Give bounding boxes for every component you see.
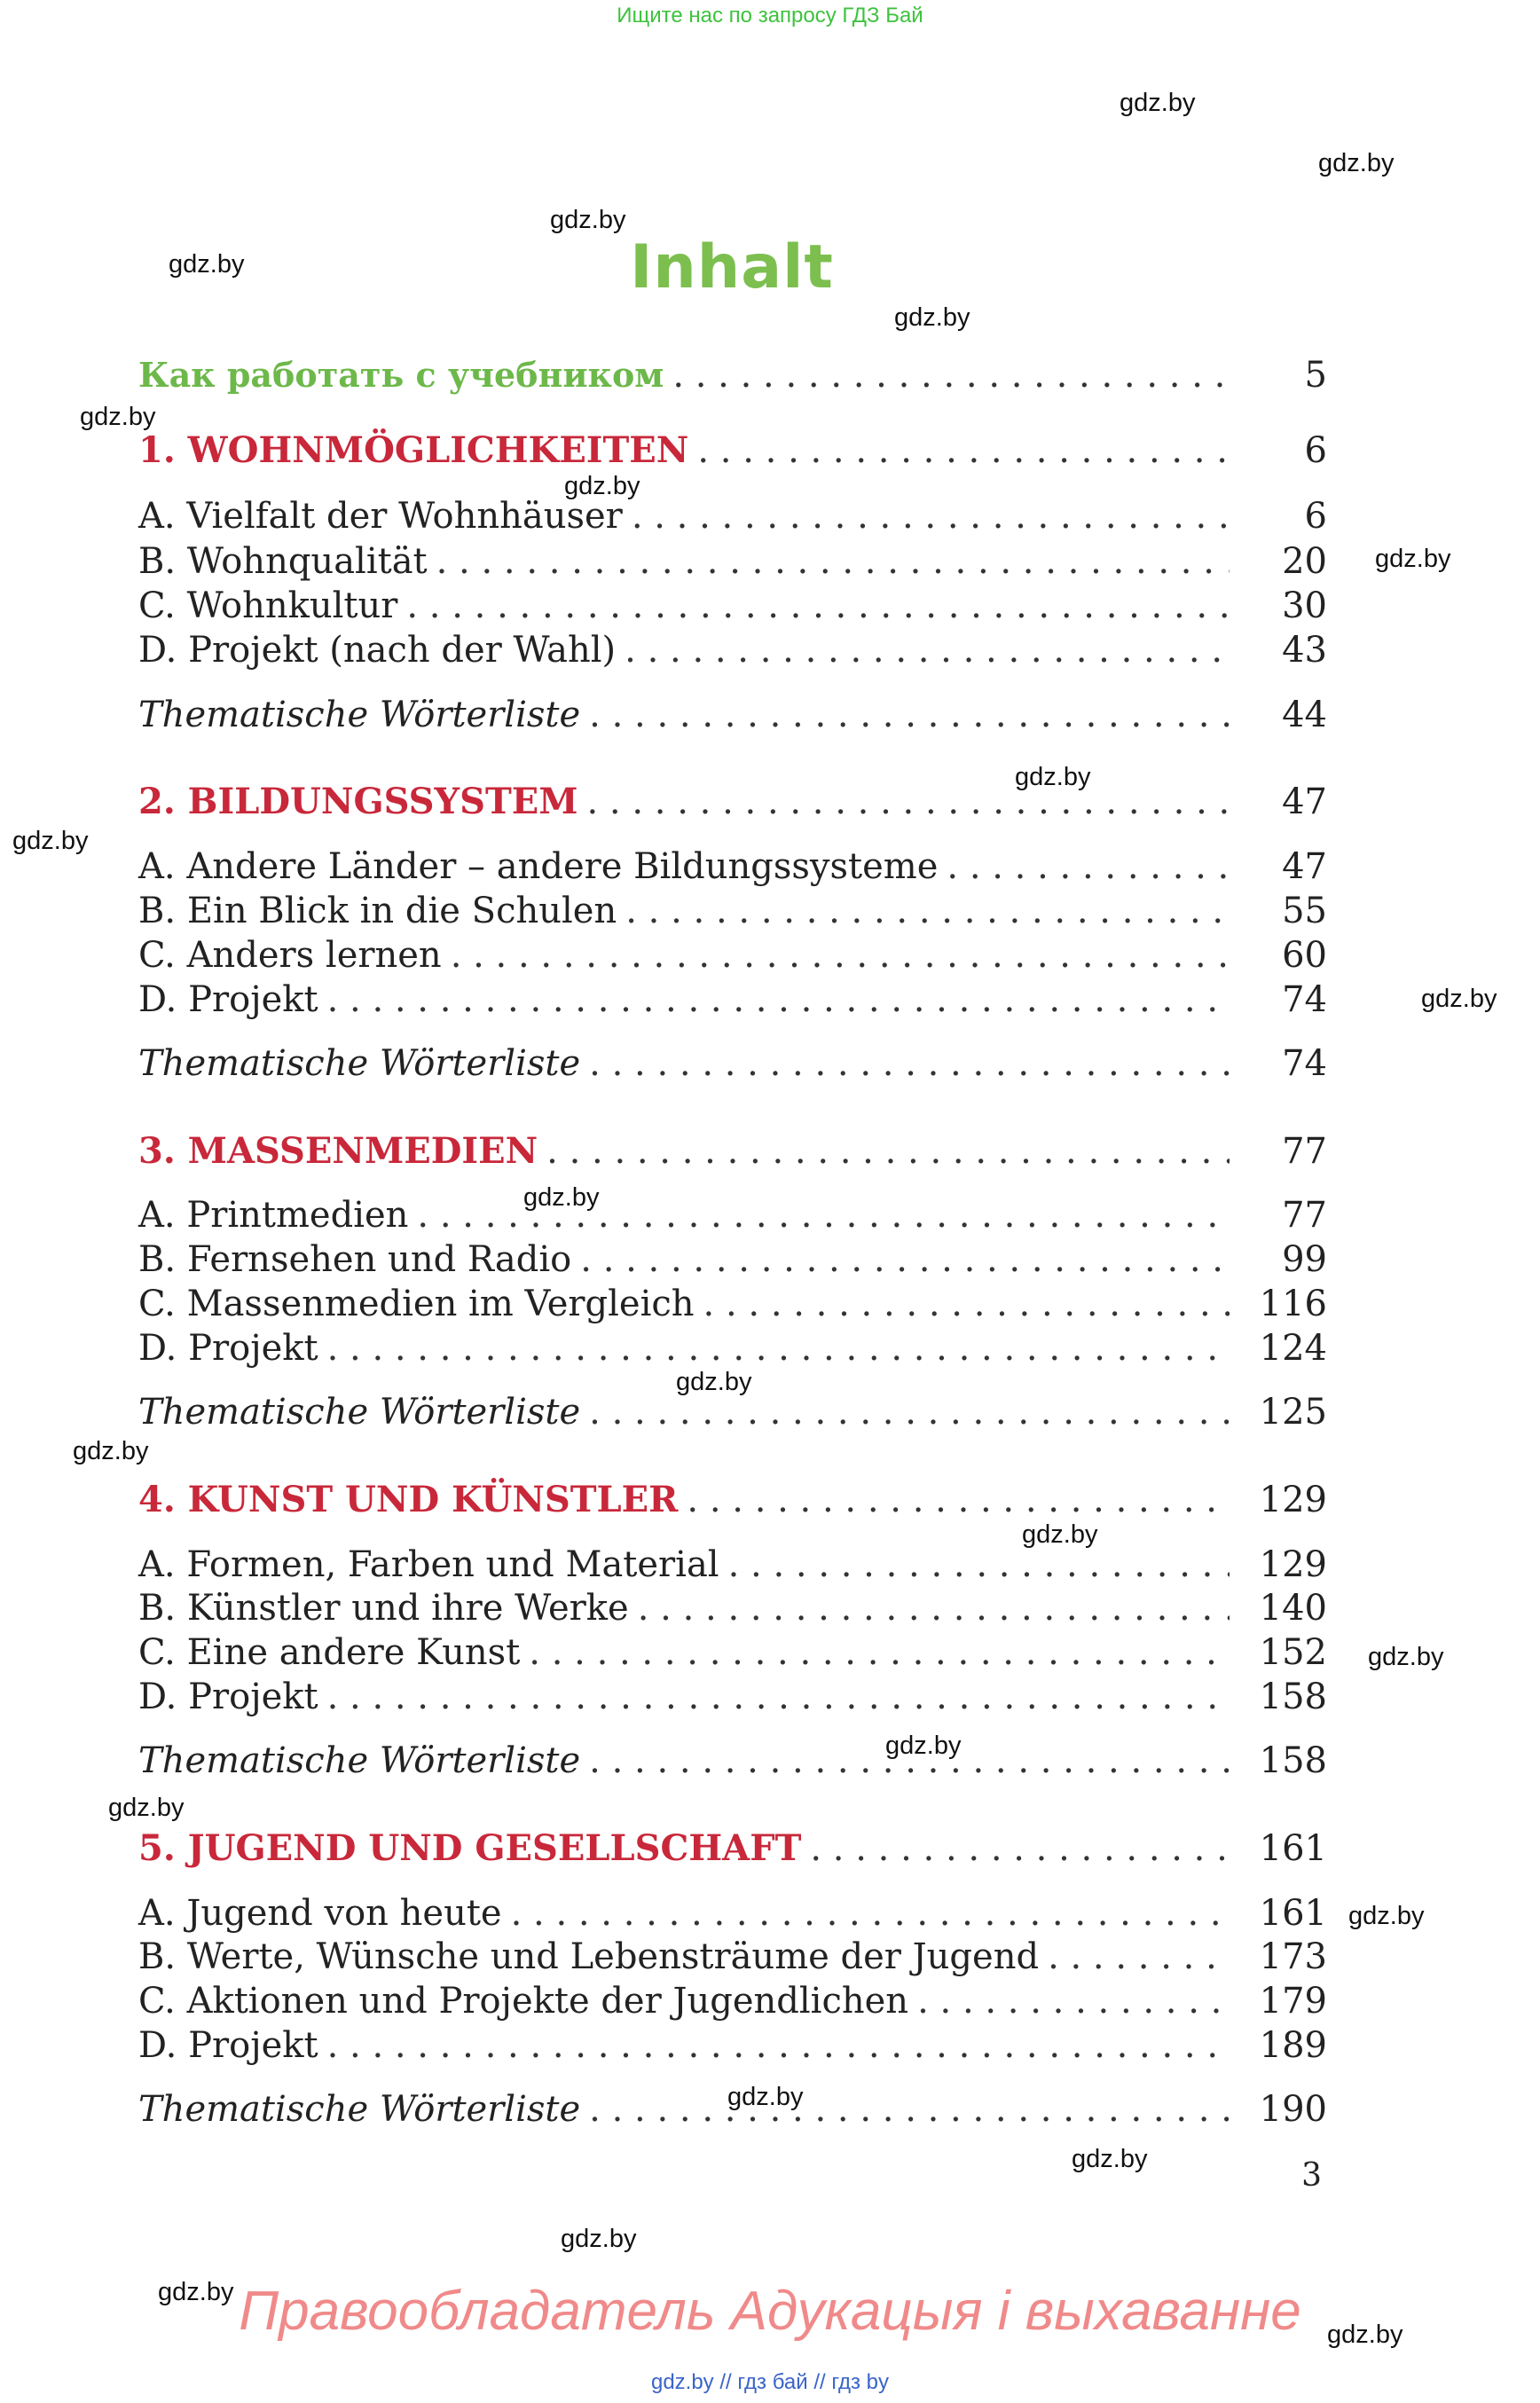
toc-entry-label: C. Wohnkultur [138, 585, 398, 626]
toc-entry [138, 2025, 1327, 2073]
watermark-label: gdz.by [550, 206, 626, 234]
toc-leader-dots [529, 1632, 1230, 1673]
watermark-label: gdz.by [564, 472, 640, 500]
watermark-label: gdz.by [1120, 89, 1196, 117]
toc-entry-page: 124 [1259, 1328, 1327, 1369]
toc-entry-page: 5 [1304, 355, 1327, 396]
toc-entry [138, 1740, 1327, 1788]
toc-leader-dots [589, 695, 1230, 735]
toc-entry-page: 77 [1282, 1195, 1327, 1236]
toc-entry-page: 125 [1259, 1392, 1327, 1433]
toc-entry-page: 44 [1282, 695, 1327, 735]
toc-entry-page: 6 [1304, 496, 1327, 537]
watermark-label: gdz.by [169, 250, 245, 279]
toc-entry-page: 74 [1282, 1043, 1327, 1084]
toc-leader-dots [436, 541, 1230, 582]
watermark-label: gdz.by [561, 2225, 637, 2253]
toc-entry-page: 74 [1282, 979, 1327, 1020]
toc-entry-page: 190 [1259, 2089, 1327, 2130]
toc-entry-page: 6 [1304, 430, 1327, 471]
watermark-label: gdz.by [80, 403, 156, 431]
toc-entry-label: B. Wohnqualität [138, 541, 428, 582]
toc-leader-dots [327, 979, 1230, 1020]
top-banner-text: Ищите нас по запросу ГДЗ Бай [617, 4, 923, 27]
toc-leader-dots [511, 1893, 1230, 1934]
toc-entry-label: A. Andere Länder – andere Bildungssysteme [138, 846, 939, 887]
watermark-label: gdz.by [1375, 545, 1451, 573]
toc-leader-dots [327, 1677, 1230, 1717]
toc-entry-label: Как работать с учебником [138, 355, 664, 395]
toc-entry [138, 541, 1327, 589]
toc-entry-label: 4. KUNST UND KÜNSTLER [138, 1479, 679, 1520]
toc-leader-dots [687, 1480, 1230, 1520]
watermark-label: gdz.by [727, 2083, 804, 2111]
toc-entry [138, 1936, 1327, 1984]
toc-entry [138, 1677, 1327, 1724]
toc-leader-dots [672, 355, 1230, 396]
toc-entry [138, 846, 1327, 894]
toc-entry-page: 20 [1282, 541, 1327, 582]
toc-leader-dots [406, 585, 1230, 626]
toc-entry [138, 979, 1327, 1027]
toc-entry-page: 152 [1259, 1632, 1327, 1673]
toc-entry [138, 355, 1327, 403]
toc-entry [138, 1284, 1327, 1331]
toc-entry-page: 161 [1259, 1893, 1327, 1934]
watermark-label: gdz.by [1327, 2321, 1403, 2349]
toc-entry-page: 173 [1259, 1936, 1327, 1977]
toc-entry-label: D. Projekt [138, 1328, 318, 1369]
toc-entry [138, 1827, 1327, 1875]
toc-entry-page: 77 [1282, 1131, 1327, 1172]
toc-entry [138, 1195, 1327, 1243]
toc-entry [138, 935, 1327, 983]
toc-entry-label: D. Projekt (nach der Wahl) [138, 630, 617, 671]
toc-entry-label: C. Massenmedien im Vergleich [138, 1284, 695, 1324]
toc-leader-dots [451, 935, 1230, 976]
toc-entry-label: 3. MASSENMEDIEN [138, 1130, 538, 1172]
toc-entry [138, 1544, 1327, 1592]
toc-entry-label: Thematische Wörterliste [138, 2089, 581, 2130]
toc-entry-page: 99 [1282, 1239, 1327, 1280]
toc-entry-label: Thematische Wörterliste [138, 695, 581, 735]
watermark-label: gdz.by [1015, 763, 1091, 791]
toc-leader-dots [917, 1981, 1230, 2022]
watermark-label: gdz.by [1318, 149, 1395, 177]
toc-entry-label: D. Projekt [138, 1677, 318, 1717]
toc-leader-dots [589, 2089, 1230, 2130]
toc-entry-page: 116 [1259, 1284, 1327, 1324]
toc-entry-label: A. Jugend von heute [138, 1893, 502, 1934]
toc-entry-label: A. Formen, Farben und Material [138, 1544, 719, 1585]
toc-entry-label: C. Anders lernen [138, 935, 442, 976]
toc-entry [138, 1981, 1327, 2029]
toc-entry [138, 630, 1327, 678]
toc-leader-dots [589, 1392, 1230, 1433]
toc-entry [138, 781, 1327, 828]
toc-entry [138, 891, 1327, 938]
toc-entry-page: 140 [1259, 1588, 1327, 1629]
toc-entry-label: A. Vielfalt der Wohnhäuser [138, 496, 623, 537]
toc-entry-label: 5. JUGEND UND GESELLSCHAFT [138, 1827, 802, 1869]
toc-entry-page: 47 [1282, 781, 1327, 822]
toc-entry-label: C. Eine andere Kunst [138, 1632, 521, 1673]
toc-entry [138, 1043, 1327, 1091]
toc-leader-dots [632, 496, 1230, 537]
watermark-label: gdz.by [108, 1794, 185, 1822]
toc-leader-dots [327, 2025, 1230, 2066]
toc-leader-dots [947, 846, 1230, 887]
toc-entry [138, 496, 1327, 544]
toc-entry-label: Thematische Wörterliste [138, 1392, 581, 1433]
toc-entry-page: 189 [1259, 2025, 1327, 2066]
toc-entry [138, 1632, 1327, 1680]
watermark-label: gdz.by [885, 1732, 962, 1760]
copyright-notice: Правообладатель Адукацыя і выхаванне [239, 2281, 1301, 2342]
watermark-label: gdz.by [676, 1368, 752, 1396]
toc-entry-label: B. Ein Blick in die Schulen [138, 891, 617, 931]
toc-entry [138, 695, 1327, 742]
watermark-label: gdz.by [523, 1183, 600, 1212]
page-number: 3 [1301, 2157, 1322, 2194]
toc-leader-dots [625, 891, 1230, 931]
toc-entry [138, 1392, 1327, 1440]
watermark-label: gdz.by [894, 303, 970, 332]
toc-entry-page: 55 [1282, 891, 1327, 931]
toc-entry-page: 161 [1259, 1828, 1327, 1869]
toc-leader-dots [327, 1328, 1230, 1369]
toc-entry-page: 30 [1282, 585, 1327, 626]
toc-entry-label: Thematische Wörterliste [138, 1740, 581, 1781]
toc-leader-dots [580, 1239, 1230, 1280]
toc-entry-label: B. Künstler und ihre Werke [138, 1588, 629, 1629]
toc-leader-dots [546, 1131, 1230, 1172]
toc-entry [138, 1130, 1327, 1178]
toc-entry [138, 585, 1327, 633]
toc-entry-page: 129 [1259, 1480, 1327, 1520]
toc-entry-label: 1. WOHNMÖGLICHKEITEN [138, 429, 689, 471]
toc-entry [138, 1893, 1327, 1941]
toc-leader-dots [625, 630, 1230, 671]
toc-entry [138, 1239, 1327, 1287]
toc-leader-dots [1048, 1936, 1230, 1977]
toc-entry-page: 179 [1259, 1981, 1327, 2022]
toc-leader-dots [587, 781, 1230, 822]
toc-entry-label: A. Printmedien [138, 1195, 409, 1236]
toc-leader-dots [589, 1043, 1230, 1084]
toc-entry-label: D. Projekt [138, 2025, 318, 2066]
toc-entry-label: B. Werte, Wünsche und Lebensträume der Jugend [138, 1936, 1040, 1977]
toc-entry-page: 47 [1282, 846, 1327, 887]
watermark-label: gdz.by [1348, 1902, 1425, 1930]
toc-entry-label: B. Fernsehen und Radio [138, 1239, 572, 1280]
toc-entry-label: D. Projekt [138, 979, 318, 1020]
toc-entry [138, 429, 1327, 477]
footer-links: gdz.by // гдз бай // гдз by [650, 2370, 890, 2394]
toc-leader-dots [810, 1828, 1230, 1869]
toc-leader-dots [703, 1284, 1230, 1324]
toc-entry-label: C. Aktionen und Projekte der Jugendlichen [138, 1981, 909, 2022]
toc-entry-page: 60 [1282, 935, 1327, 976]
toc-entry-label: 2. BILDUNGSSYSTEM [138, 781, 578, 822]
page-title: Inhalt [630, 232, 834, 302]
watermark-label: gdz.by [1072, 2145, 1148, 2173]
watermark-label: gdz.by [1421, 985, 1497, 1013]
toc-entry [138, 1479, 1327, 1527]
toc-entry-page: 43 [1282, 630, 1327, 671]
watermark-label: gdz.by [158, 2278, 234, 2306]
toc-entry [138, 1588, 1327, 1636]
watermark-label: gdz.by [73, 1437, 149, 1465]
toc-entry-page: 158 [1259, 1677, 1327, 1717]
watermark-label: gdz.by [1368, 1643, 1444, 1671]
watermark-label: gdz.by [1022, 1520, 1098, 1549]
toc-leader-dots [697, 430, 1230, 471]
toc-leader-dots [728, 1544, 1230, 1585]
toc-entry-label: Thematische Wörterliste [138, 1043, 581, 1084]
toc-entry-page: 129 [1259, 1544, 1327, 1585]
toc-leader-dots [638, 1588, 1230, 1629]
watermark-label: gdz.by [12, 827, 89, 855]
toc-entry-page: 158 [1259, 1740, 1327, 1781]
